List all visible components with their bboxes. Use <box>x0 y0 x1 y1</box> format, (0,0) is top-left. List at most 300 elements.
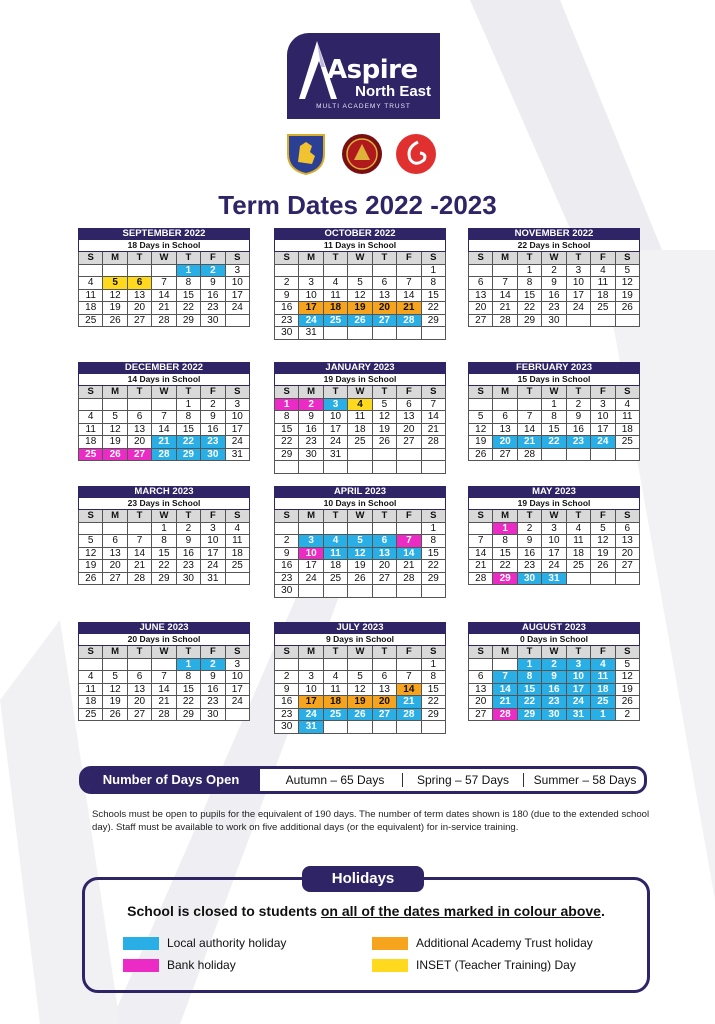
empty-cell <box>128 523 152 536</box>
weekday-header: T <box>373 510 397 523</box>
day-cell: 26 <box>103 315 127 328</box>
empty-cell <box>397 585 421 598</box>
weekday-header: F <box>591 386 615 399</box>
key-label: Local authority holiday <box>167 936 287 950</box>
day-cell: 12 <box>103 684 127 697</box>
academy-trust-swatch <box>372 937 408 950</box>
day-cell: 12 <box>103 290 127 303</box>
day-cell: 23 <box>275 709 299 722</box>
day-cell: 21 <box>397 696 421 709</box>
day-cell: 31 <box>299 327 323 340</box>
day-cell: 19 <box>616 290 640 303</box>
day-cell: 25 <box>591 302 615 315</box>
day-cell: 26 <box>348 709 372 722</box>
day-cell: 31 <box>542 573 566 586</box>
day-cell: 15 <box>493 548 517 561</box>
day-cell: 14 <box>493 290 517 303</box>
empty-cell <box>616 573 640 586</box>
day-cell: 22 <box>518 696 542 709</box>
day-grid <box>274 646 446 734</box>
empty-cell <box>226 573 250 586</box>
day-cell: 13 <box>493 424 517 437</box>
maroon-crest-icon <box>340 132 384 176</box>
day-cell: 4 <box>324 671 348 684</box>
day-cell: 2 <box>542 265 566 278</box>
month-calendar <box>78 228 250 327</box>
weekday-header: F <box>591 646 615 659</box>
days-in-school: 20 Days in School <box>78 634 250 646</box>
day-cell: 27 <box>128 449 152 462</box>
day-cell: 7 <box>469 535 493 548</box>
day-cell: 16 <box>201 290 225 303</box>
empty-cell <box>373 523 397 536</box>
day-cell: 1 <box>275 399 299 412</box>
weekday-header: W <box>348 252 372 265</box>
weekday-header: T <box>567 386 591 399</box>
empty-cell <box>348 659 372 672</box>
day-cell: 29 <box>422 709 446 722</box>
day-cell: 3 <box>299 671 323 684</box>
day-cell: 28 <box>128 573 152 586</box>
day-cell: 23 <box>177 560 201 573</box>
day-cell: 18 <box>79 302 103 315</box>
day-cell: 18 <box>324 302 348 315</box>
day-cell: 24 <box>299 315 323 328</box>
day-cell: 10 <box>542 535 566 548</box>
empty-cell <box>469 523 493 536</box>
empty-cell <box>567 449 591 462</box>
empty-cell <box>324 659 348 672</box>
empty-cell <box>226 709 250 722</box>
empty-cell <box>226 315 250 328</box>
day-cell: 2 <box>518 523 542 536</box>
day-cell: 5 <box>469 411 493 424</box>
empty-cell <box>299 523 323 536</box>
empty-cell <box>397 523 421 536</box>
day-cell: 15 <box>422 548 446 561</box>
day-grid <box>78 646 250 721</box>
day-cell: 4 <box>79 277 103 290</box>
weekday-header: S <box>79 510 103 523</box>
day-cell: 7 <box>493 671 517 684</box>
weekday-header: W <box>152 252 176 265</box>
day-cell: 28 <box>518 449 542 462</box>
weekday-header: S <box>275 510 299 523</box>
weekday-header: T <box>177 646 201 659</box>
weekday-header: F <box>591 252 615 265</box>
day-cell: 10 <box>226 411 250 424</box>
empty-cell <box>152 265 176 278</box>
days-in-school: 23 Days in School <box>78 498 250 510</box>
day-grid <box>274 252 446 340</box>
closed-prefix: School is closed to students <box>127 903 321 919</box>
days-in-school: 14 Days in School <box>78 374 250 386</box>
weekday-header: S <box>422 252 446 265</box>
day-cell: 7 <box>397 535 421 548</box>
weekday-header: W <box>348 386 372 399</box>
empty-cell <box>324 461 348 474</box>
days-in-school: 9 Days in School <box>274 634 446 646</box>
days-in-school: 22 Days in School <box>468 240 640 252</box>
day-cell: 23 <box>201 436 225 449</box>
day-cell: 8 <box>275 411 299 424</box>
empty-cell <box>79 523 103 536</box>
weekday-header: F <box>201 252 225 265</box>
day-cell: 4 <box>567 523 591 536</box>
weekday-header: W <box>542 252 566 265</box>
key-label: INSET (Teacher Training) Day <box>416 958 576 972</box>
weekday-header: M <box>493 510 517 523</box>
day-cell: 8 <box>177 277 201 290</box>
day-cell: 4 <box>591 659 615 672</box>
month-calendar <box>274 622 446 734</box>
weekday-header: S <box>469 510 493 523</box>
day-cell: 20 <box>616 548 640 561</box>
days-in-school: 18 Days in School <box>78 240 250 252</box>
day-cell: 7 <box>152 411 176 424</box>
day-cell: 24 <box>542 560 566 573</box>
day-cell: 25 <box>591 696 615 709</box>
weekday-header: S <box>616 510 640 523</box>
day-cell: 30 <box>201 315 225 328</box>
day-cell: 24 <box>226 436 250 449</box>
day-cell: 16 <box>542 684 566 697</box>
weekday-header: W <box>542 510 566 523</box>
empty-cell <box>373 327 397 340</box>
day-cell: 15 <box>275 424 299 437</box>
weekday-header: S <box>469 252 493 265</box>
day-cell: 8 <box>493 535 517 548</box>
day-cell: 18 <box>567 548 591 561</box>
empty-cell <box>348 461 372 474</box>
day-grid <box>274 386 446 474</box>
day-cell: 19 <box>616 684 640 697</box>
day-cell: 29 <box>275 449 299 462</box>
day-cell: 21 <box>493 302 517 315</box>
day-cell: 27 <box>616 560 640 573</box>
day-cell: 6 <box>397 399 421 412</box>
day-cell: 5 <box>616 659 640 672</box>
empty-cell <box>324 523 348 536</box>
day-cell: 25 <box>616 436 640 449</box>
bank-holiday-swatch <box>123 959 159 972</box>
day-cell: 6 <box>373 535 397 548</box>
day-cell: 6 <box>128 671 152 684</box>
month-name: JANUARY 2023 <box>274 362 446 374</box>
empty-cell <box>397 327 421 340</box>
day-cell: 4 <box>79 671 103 684</box>
day-cell: 16 <box>518 548 542 561</box>
day-cell: 23 <box>542 696 566 709</box>
day-cell: 31 <box>567 709 591 722</box>
empty-cell <box>299 461 323 474</box>
day-cell: 23 <box>542 302 566 315</box>
day-cell: 6 <box>373 277 397 290</box>
day-cell: 12 <box>373 411 397 424</box>
day-cell: 18 <box>616 424 640 437</box>
day-cell: 24 <box>324 436 348 449</box>
day-cell: 7 <box>518 411 542 424</box>
day-cell: 28 <box>469 573 493 586</box>
weekday-header: T <box>324 646 348 659</box>
day-cell: 9 <box>542 277 566 290</box>
day-cell: 7 <box>152 277 176 290</box>
weekday-header: T <box>373 252 397 265</box>
empty-cell <box>373 461 397 474</box>
day-cell: 12 <box>348 548 372 561</box>
empty-cell <box>616 315 640 328</box>
day-cell: 18 <box>591 684 615 697</box>
day-cell: 11 <box>348 411 372 424</box>
day-cell: 15 <box>518 290 542 303</box>
day-cell: 14 <box>152 684 176 697</box>
day-cell: 9 <box>275 684 299 697</box>
day-cell: 3 <box>324 399 348 412</box>
day-cell: 7 <box>128 535 152 548</box>
weekday-header: S <box>422 386 446 399</box>
month-name: APRIL 2023 <box>274 486 446 498</box>
day-cell: 12 <box>616 671 640 684</box>
weekday-header: T <box>518 646 542 659</box>
day-cell: 24 <box>299 573 323 586</box>
day-cell: 11 <box>616 411 640 424</box>
day-cell: 30 <box>542 709 566 722</box>
day-cell: 19 <box>348 560 372 573</box>
month-calendar <box>274 362 446 474</box>
day-cell: 6 <box>493 411 517 424</box>
day-cell: 2 <box>567 399 591 412</box>
weekday-header: F <box>201 646 225 659</box>
day-cell: 3 <box>226 399 250 412</box>
weekday-header: T <box>177 252 201 265</box>
day-cell: 26 <box>348 573 372 586</box>
day-cell: 3 <box>299 535 323 548</box>
day-cell: 13 <box>128 424 152 437</box>
day-cell: 5 <box>348 277 372 290</box>
month-name: FEBRUARY 2023 <box>468 362 640 374</box>
day-cell: 31 <box>201 573 225 586</box>
divider <box>523 773 524 787</box>
empty-cell <box>299 265 323 278</box>
day-cell: 8 <box>422 535 446 548</box>
day-cell: 14 <box>152 424 176 437</box>
day-cell: 27 <box>397 436 421 449</box>
day-cell: 2 <box>275 535 299 548</box>
day-cell: 9 <box>275 290 299 303</box>
day-grid <box>78 386 250 461</box>
weekday-header: T <box>128 252 152 265</box>
day-cell: 5 <box>79 535 103 548</box>
weekday-header: T <box>567 646 591 659</box>
day-cell: 5 <box>616 265 640 278</box>
day-cell: 2 <box>275 671 299 684</box>
weekday-header: T <box>373 646 397 659</box>
day-cell: 13 <box>469 684 493 697</box>
day-cell: 20 <box>373 560 397 573</box>
day-cell: 18 <box>324 560 348 573</box>
day-cell: 27 <box>469 315 493 328</box>
day-cell: 14 <box>397 548 421 561</box>
month-name: MARCH 2023 <box>78 486 250 498</box>
day-cell: 18 <box>324 696 348 709</box>
weekday-header: W <box>152 646 176 659</box>
day-cell: 22 <box>177 302 201 315</box>
day-cell: 19 <box>348 302 372 315</box>
day-cell: 1 <box>422 523 446 536</box>
weekday-header: M <box>299 252 323 265</box>
empty-cell <box>128 399 152 412</box>
empty-cell <box>324 265 348 278</box>
day-cell: 25 <box>567 560 591 573</box>
weekday-header: S <box>226 386 250 399</box>
day-cell: 14 <box>397 684 421 697</box>
empty-cell <box>348 585 372 598</box>
day-cell: 18 <box>79 436 103 449</box>
day-cell: 18 <box>79 696 103 709</box>
day-cell: 29 <box>493 573 517 586</box>
day-cell: 1 <box>591 709 615 722</box>
day-cell: 28 <box>422 436 446 449</box>
empty-cell <box>275 461 299 474</box>
day-cell: 3 <box>567 659 591 672</box>
day-cell: 27 <box>128 709 152 722</box>
day-cell: 30 <box>275 721 299 734</box>
day-cell: 7 <box>397 277 421 290</box>
days-in-school: 19 Days in School <box>274 374 446 386</box>
empty-cell <box>591 315 615 328</box>
day-cell: 17 <box>567 290 591 303</box>
day-cell: 17 <box>299 302 323 315</box>
day-cell: 17 <box>591 424 615 437</box>
day-cell: 23 <box>299 436 323 449</box>
day-cell: 16 <box>177 548 201 561</box>
day-cell: 12 <box>348 290 372 303</box>
weekday-header: M <box>103 510 127 523</box>
day-cell: 27 <box>373 573 397 586</box>
day-cell: 29 <box>422 315 446 328</box>
day-cell: 22 <box>152 560 176 573</box>
empty-cell <box>103 659 127 672</box>
month-calendar <box>274 486 446 598</box>
day-cell: 12 <box>103 424 127 437</box>
day-cell: 5 <box>348 535 372 548</box>
weekday-header: T <box>128 646 152 659</box>
day-cell: 20 <box>397 424 421 437</box>
day-cell: 29 <box>152 573 176 586</box>
day-cell: 2 <box>177 523 201 536</box>
weekday-header: S <box>616 386 640 399</box>
day-cell: 16 <box>275 302 299 315</box>
day-cell: 27 <box>493 449 517 462</box>
key-label: Additional Academy Trust holiday <box>416 936 593 950</box>
month-calendar <box>468 622 640 721</box>
month-name: JULY 2023 <box>274 622 446 634</box>
month-calendar <box>468 486 640 585</box>
day-cell: 1 <box>422 659 446 672</box>
empty-cell <box>348 327 372 340</box>
holidays-key <box>82 870 650 993</box>
days-in-school: 19 Days in School <box>468 498 640 510</box>
empty-cell <box>348 449 372 462</box>
day-cell: 26 <box>373 436 397 449</box>
empty-cell <box>275 265 299 278</box>
day-cell: 12 <box>79 548 103 561</box>
day-cell: 21 <box>422 424 446 437</box>
day-cell: 22 <box>422 696 446 709</box>
empty-cell <box>275 659 299 672</box>
weekday-header: M <box>493 646 517 659</box>
day-grid <box>78 252 250 327</box>
day-cell: 10 <box>591 411 615 424</box>
day-cell: 5 <box>348 671 372 684</box>
day-cell: 10 <box>226 671 250 684</box>
closed-statement <box>85 903 647 919</box>
day-cell: 4 <box>226 523 250 536</box>
weekday-header: F <box>201 386 225 399</box>
day-cell: 15 <box>177 424 201 437</box>
empty-cell <box>152 659 176 672</box>
day-cell: 9 <box>201 671 225 684</box>
day-cell: 25 <box>79 709 103 722</box>
day-grid <box>274 510 446 598</box>
day-cell: 9 <box>201 411 225 424</box>
day-cell: 11 <box>79 424 103 437</box>
weekday-header: T <box>518 510 542 523</box>
day-cell: 2 <box>616 709 640 722</box>
day-cell: 20 <box>469 696 493 709</box>
day-cell: 25 <box>324 573 348 586</box>
day-cell: 14 <box>493 684 517 697</box>
day-cell: 11 <box>226 535 250 548</box>
day-cell: 28 <box>152 315 176 328</box>
weekday-header: T <box>518 386 542 399</box>
empty-cell <box>103 523 127 536</box>
day-cell: 20 <box>128 436 152 449</box>
empty-cell <box>103 265 127 278</box>
day-cell: 24 <box>226 302 250 315</box>
day-cell: 6 <box>469 671 493 684</box>
day-cell: 14 <box>518 424 542 437</box>
day-cell: 26 <box>616 696 640 709</box>
day-cell: 20 <box>103 560 127 573</box>
empty-cell <box>493 659 517 672</box>
day-cell: 4 <box>79 411 103 424</box>
day-cell: 30 <box>299 449 323 462</box>
day-cell: 13 <box>397 411 421 424</box>
day-cell: 12 <box>591 535 615 548</box>
day-cell: 30 <box>518 573 542 586</box>
weekday-header: S <box>422 510 446 523</box>
day-cell: 30 <box>542 315 566 328</box>
day-cell: 17 <box>201 548 225 561</box>
empty-cell <box>324 721 348 734</box>
day-cell: 14 <box>397 290 421 303</box>
month-name: JUNE 2023 <box>78 622 250 634</box>
empty-cell <box>493 265 517 278</box>
weekday-header: M <box>103 646 127 659</box>
empty-cell <box>79 399 103 412</box>
day-cell: 9 <box>201 277 225 290</box>
day-cell: 17 <box>226 424 250 437</box>
day-cell: 16 <box>201 424 225 437</box>
day-cell: 1 <box>152 523 176 536</box>
weekday-header: M <box>299 646 323 659</box>
empty-cell <box>397 659 421 672</box>
weekday-header: S <box>469 646 493 659</box>
day-cell: 27 <box>103 573 127 586</box>
day-cell: 22 <box>177 696 201 709</box>
day-cell: 14 <box>422 411 446 424</box>
